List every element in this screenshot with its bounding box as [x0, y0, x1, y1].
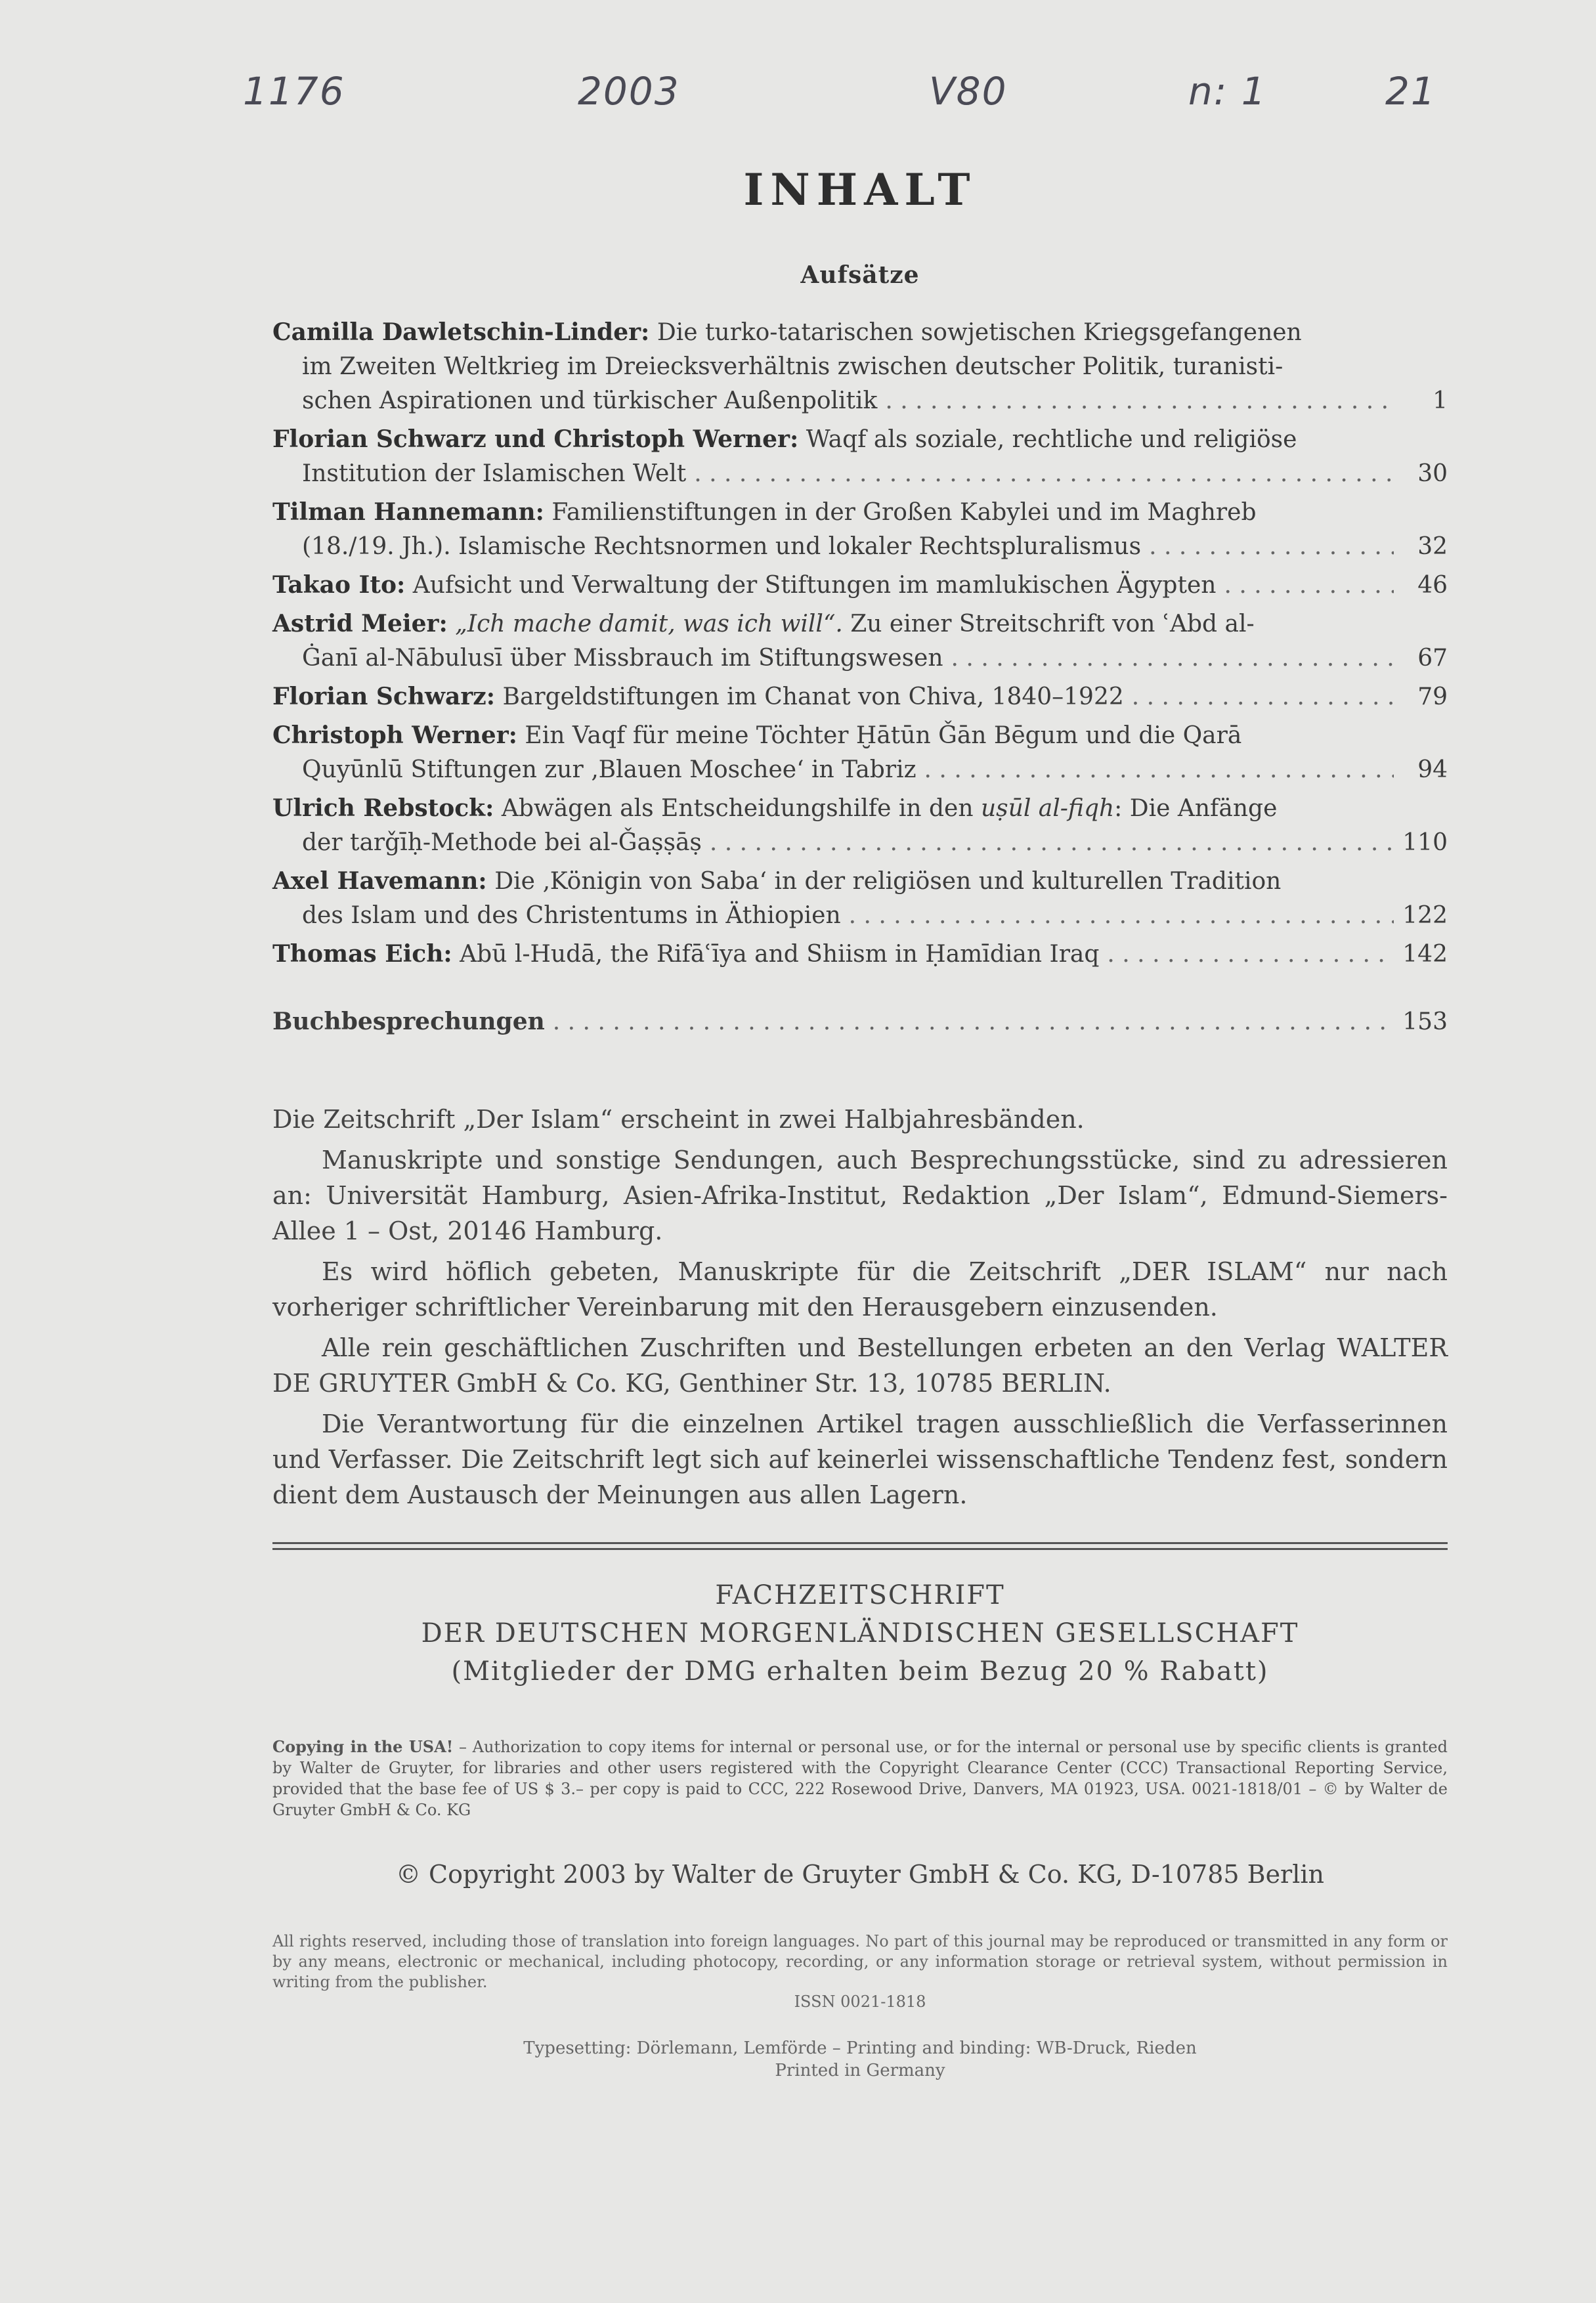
- toc-entry[interactable]: [272, 568, 1448, 603]
- toc-author: Takao Ito:: [272, 571, 406, 599]
- printed-line: Printed in Germany: [775, 2061, 945, 2080]
- copying-text: – Authorization to copy items for internal or personal use, or for the internal or personal use by specific clients is granted by Walter de Gruyter, for libraries and other users registered with the Copyright Clearance Center (CCC) Transactional Reporting Service, provided that the base fee of US $ 3.– per copy is paid to CCC, 222 Rosewood Drive, Danvers, MA 01923, USA. 0021-1818/01 – © by Walter de Gruyter GmbH & Co. KG: [272, 1738, 1448, 1819]
- typesetting-line: Typesetting: Dörlemann, Lemförde – Printing and binding: WB-Druck, Rieden: [523, 2038, 1197, 2058]
- toc-author: Ulrich Rebstock:: [272, 794, 494, 822]
- toc-title-line: Quyūnlū Stiftungen zur ‚Blauen Moschee‘ in Tabriz: [302, 756, 917, 783]
- copyright-line: © Copyright 2003 by Walter de Gruyter GmbH & Co. KG, D-10785 Berlin: [395, 1860, 1325, 1889]
- copying-lead: Copying in the USA!: [272, 1737, 454, 1756]
- toc-title-line: Waqf als soziale, rechtliche und religiöse: [806, 426, 1297, 453]
- toc-title-line: Abū l-Hudā, the Rifāʿīya and Shiism in Ḥamīdian Iraq: [460, 941, 1100, 968]
- toc-title-line: : Die Anfänge: [1114, 795, 1278, 822]
- affiliation-line: FACHZEITSCHRIFT: [715, 1580, 1005, 1610]
- toc-page-number: 94: [1417, 756, 1448, 783]
- journal-affiliation: [272, 1576, 1448, 1690]
- toc-page-number: 32: [1417, 533, 1448, 560]
- document-page: [272, 164, 1448, 2082]
- note-paragraph: Manuskripte und sonstige Sendungen, auch Besprechungsstücke, sind zu adressieren an: Universität Hamburg, Asien-Afrika-Institut, Redaktion „Der Islam“, Edmund-Siemers-Allee 1 – Ost, 20146 Hamburg.: [272, 1146, 1448, 1245]
- affiliation-line: DER DEUTSCHEN MORGENLÄNDISCHEN GESELLSCHAFT: [421, 1618, 1299, 1648]
- note-paragraph: Es wird höflich gebeten, Manuskripte für die Zeitschrift „DER ISLAM“ nur nach vorheriger schriftlicher Vereinbarung mit den Herausgebern einzusenden.: [272, 1257, 1448, 1322]
- toc-title-line: Zu einer Streitschrift von ʿAbd al-: [850, 611, 1255, 637]
- page-title: INHALT: [743, 164, 977, 215]
- copying-notice: [272, 1736, 1448, 1820]
- note-paragraph: Alle rein geschäftlichen Zuschriften und Bestellungen erbeten an den Verlag WALTER DE GRUYTER GmbH & Co. KG, Genthiner Str. 13, 10785 BERLIN.: [272, 1333, 1448, 1398]
- toc-author: Camilla Dawletschin-Linder:: [272, 318, 650, 346]
- toc-entry[interactable]: [272, 791, 1448, 860]
- toc-entry[interactable]: [272, 607, 1448, 676]
- toc-title-line: Bargeldstiftungen im Chanat von Chiva, 1840–1922: [502, 683, 1124, 710]
- toc-entry[interactable]: [272, 315, 1448, 418]
- toc-entry[interactable]: [272, 718, 1448, 787]
- toc-title-line: Aufsicht und Verwaltung der Stiftungen im mamlukischen Ägypten: [412, 572, 1217, 599]
- toc-entry[interactable]: [272, 937, 1448, 972]
- toc-author: Thomas Eich:: [272, 940, 452, 968]
- toc-author: Christoph Werner:: [272, 721, 517, 749]
- toc-author: Axel Havemann:: [272, 867, 487, 895]
- toc-title-line: Abwägen als Entscheidungshilfe in den: [501, 795, 974, 822]
- toc-page-number: 122: [1402, 902, 1448, 929]
- toc-title-italic: „Ich mache damit, was ich will“.: [455, 611, 843, 637]
- book-reviews-label: Buchbesprechungen: [272, 1008, 545, 1035]
- toc-page-number: 1: [1433, 387, 1448, 414]
- toc-book-reviews[interactable]: [272, 1004, 1448, 1039]
- toc-author: Florian Schwarz:: [272, 683, 496, 710]
- issn: ISSN 0021-1818: [794, 1992, 926, 2011]
- affiliation-line: (Mitglieder der DMG erhalten beim Bezug 20 % Rabatt): [451, 1656, 1269, 1687]
- toc-title-line: des Islam und des Christentums in Äthiopien: [302, 902, 841, 929]
- toc-page-number: 30: [1417, 460, 1448, 487]
- table-of-contents: [272, 315, 1448, 972]
- toc-title-line: schen Aspirationen und türkischer Außenpolitik: [302, 387, 878, 414]
- toc-title-line: Institution der Islamischen Welt: [302, 460, 687, 487]
- toc-title-line: Ein Vaqf für meine Töchter Ḫātūn Ǧān Bēgum und die Qarā: [525, 722, 1242, 749]
- toc-entry[interactable]: [272, 864, 1448, 933]
- toc-title-line: Ġanī al-Nābulusī über Missbrauch im Stiftungswesen: [302, 645, 943, 672]
- toc-page-number: 46: [1417, 572, 1448, 599]
- toc-title-line: (18./19. Jh.). Islamische Rechtsnormen und lokaler Rechtspluralismus: [302, 533, 1142, 560]
- handwritten-note: n: 1: [1188, 69, 1267, 114]
- toc-entry[interactable]: [272, 495, 1448, 564]
- rights-notice: All rights reserved, including those of translation into foreign languages. No part of this journal may be reproduced or transmitted in any form or by any means, electronic or mechanical, including photocopy, recording, or any information storage or retrieval system, without permission in writing from the publisher.: [272, 1932, 1448, 1991]
- toc-title-line: Die ‚Königin von Saba‘ in der religiösen und kulturellen Tradition: [494, 868, 1282, 895]
- toc-author: Tilman Hannemann:: [272, 498, 544, 526]
- toc-page-number: 153: [1402, 1008, 1448, 1035]
- handwritten-notes: [0, 62, 1596, 141]
- toc-title-line: im Zweiten Weltkrieg im Dreiecksverhältnis zwischen deutscher Politik, turanisti-: [302, 353, 1283, 380]
- double-rule-divider: [272, 1542, 1448, 1550]
- toc-title-line: Familienstiftungen in der Großen Kabylei und im Maghreb: [551, 499, 1257, 526]
- toc-title-italic: uṣūl al-fiqh: [980, 795, 1115, 822]
- toc-author: Florian Schwarz und Christoph Werner:: [272, 425, 799, 453]
- handwritten-note: 21: [1385, 69, 1436, 114]
- toc-entry[interactable]: [272, 679, 1448, 714]
- handwritten-note: V80: [929, 69, 1008, 114]
- toc-page-number: 142: [1402, 941, 1448, 968]
- toc-author: Astrid Meier:: [272, 610, 448, 637]
- journal-notes: [272, 1102, 1448, 1513]
- handwritten-note: 1176: [243, 69, 345, 114]
- toc-title-line: der tarǧīḥ-Methode bei al-Ǧaṣṣāṣ: [302, 829, 702, 856]
- toc-title-line: Die turko-tatarischen sowjetischen Kriegsgefangenen: [657, 319, 1302, 346]
- note-paragraph: Die Verantwortung für die einzelnen Artikel tragen ausschließlich die Verfasserinnen und Verfasser. Die Zeitschrift legt sich auf keinerlei wissenschaftliche Tendenz fest, sondern dient dem Austausch der Meinungen aus allen Lagern.: [272, 1410, 1448, 1509]
- handwritten-note: 2003: [578, 69, 680, 114]
- toc-entry[interactable]: [272, 422, 1448, 491]
- toc-page-number: 110: [1402, 829, 1448, 856]
- note-paragraph: Die Zeitschrift „Der Islam“ erscheint in zwei Halbjahresbänden.: [272, 1105, 1085, 1134]
- toc-page-number: 79: [1417, 683, 1448, 710]
- section-heading: Aufsätze: [800, 261, 920, 289]
- typesetting-info: [272, 2037, 1448, 2082]
- toc-page-number: 67: [1417, 645, 1448, 672]
